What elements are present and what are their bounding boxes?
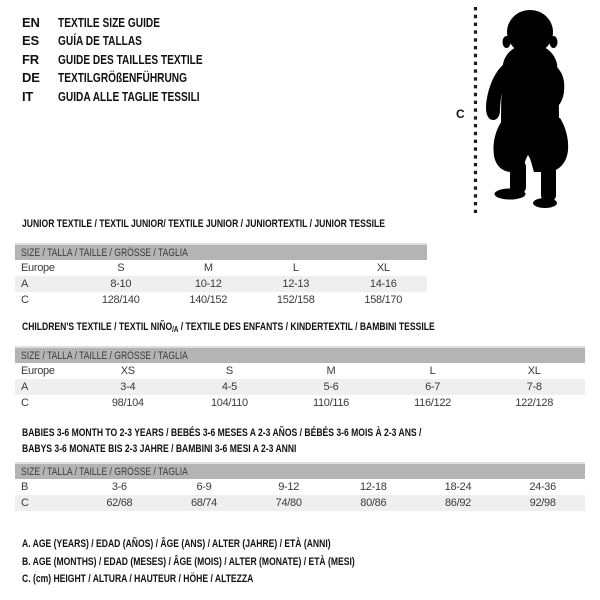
babies-size-table (15, 462, 585, 511)
size-value: 86/92 (416, 495, 501, 511)
note-height-cm: C. (cm) HEIGHT / ALTURA / HAUTEUR / HÖHE / ALTEZZA (22, 573, 254, 585)
row-label: C (21, 397, 29, 409)
height-dashed-line-icon (473, 7, 478, 213)
language-code: FR (22, 51, 39, 67)
size-header-row (15, 244, 427, 260)
row-label: C (21, 294, 29, 306)
height-figure (450, 5, 595, 217)
size-value: 128/140 (101, 294, 140, 306)
childrens-textile-section (15, 320, 585, 411)
size-value: 3-6 (111, 481, 127, 493)
size-value: 12-13 (252, 276, 340, 292)
childrens-size-table (15, 346, 585, 411)
size-value: 116/122 (414, 397, 451, 409)
row-label: C (15, 495, 77, 511)
babies-table-title-line2: BABYS 3-6 MONATE BIS 2-3 JAHRE / BAMBINI 3-6 MESI A 2-3 ANNI (22, 442, 297, 455)
size-value: 110/116 (312, 397, 349, 409)
language-code: IT (22, 88, 34, 104)
language-row-fr (22, 50, 243, 69)
row-label: A (15, 276, 77, 292)
language-row-it (22, 87, 243, 106)
language-code: DE (22, 70, 40, 86)
size-value: 3-4 (77, 379, 179, 395)
size-value: 122/128 (515, 397, 554, 409)
language-code: EN (22, 14, 40, 30)
table-row (15, 495, 585, 511)
size-value: 12-18 (359, 481, 387, 493)
toddler-silhouette-icon (484, 8, 584, 210)
size-value: L (429, 365, 436, 377)
language-list (22, 13, 243, 106)
language-row-es (22, 32, 243, 51)
size-value: 7-8 (483, 379, 585, 395)
height-measure-label: C (456, 107, 465, 121)
size-header-label: SIZE / TALLA / TAILLE / GRÖSSE / TAGLIA (21, 465, 188, 478)
table-row (15, 363, 585, 379)
table-row (15, 395, 585, 411)
size-value: M (203, 262, 213, 274)
size-value: XL (527, 365, 541, 377)
size-value: 4-5 (179, 379, 281, 395)
size-value: 92/98 (500, 495, 585, 511)
size-value: 98/104 (111, 397, 144, 409)
table-row (15, 276, 427, 292)
table-row (15, 379, 585, 395)
size-value: 24-36 (529, 481, 556, 493)
row-label: B (21, 481, 29, 493)
size-header-row (15, 463, 585, 479)
size-value: 158/170 (364, 294, 403, 306)
language-code: ES (22, 33, 39, 49)
size-value: 104/110 (210, 397, 248, 409)
language-label: GUIDA ALLE TAGLIE TESSILI (58, 88, 200, 104)
language-label: GUÍA DE TALLAS (58, 33, 142, 49)
note-age-years: A. AGE (YEARS) / EDAD (AÑOS) / ÂGE (ANS) / ALTER (JAHRE) / ETÀ (ANNI) (22, 538, 331, 550)
size-value: 6-9 (196, 481, 212, 493)
size-value: 5-6 (280, 379, 382, 395)
size-value: XS (120, 365, 135, 377)
size-value: S (225, 365, 233, 377)
row-label: A (15, 379, 77, 395)
size-value: 140/152 (189, 294, 228, 306)
junior-size-table (15, 243, 427, 308)
size-value: 68/74 (162, 495, 247, 511)
size-value: 74/80 (246, 495, 331, 511)
language-label: GUIDE DES TAILLES TEXTILE (58, 51, 203, 67)
table-row (15, 479, 585, 495)
size-value: 62/68 (77, 495, 162, 511)
childrens-table-title: CHILDREN'S TEXTILE / TEXTIL NIÑO/A / TEXTILE DES ENFANTS / KINDERTEXTIL / BAMBINI TESSILE (22, 321, 435, 334)
language-label: TEXTILE SIZE GUIDE (58, 14, 160, 30)
table-row (15, 292, 427, 308)
junior-textile-section (15, 217, 427, 308)
legend-notes (22, 536, 449, 589)
language-label: TEXTILGRÖßENFÜHRUNG (58, 70, 188, 86)
babies-textile-section (15, 426, 585, 511)
note-age-months: B. AGE (MONTHS) / EDAD (MESES) / ÂGE (MOIS) / ALTER (MONATE) / ETÀ (MESI) (22, 555, 355, 568)
size-value: 152/158 (276, 294, 315, 306)
size-value: 9-12 (278, 481, 300, 493)
size-header-row (15, 347, 585, 363)
size-value: L (292, 262, 299, 274)
language-row-de (22, 69, 243, 88)
row-label: Europe (21, 262, 55, 274)
size-value: 14-16 (340, 276, 428, 292)
size-header-label: SIZE / TALLA / TAILLE / GRÖSSE / TAGLIA (21, 349, 188, 362)
language-row-en (22, 13, 243, 32)
babies-table-title-line1: BABIES 3-6 MONTH TO 2-3 YEARS / BEBÉS 3-6 MESES A 2-3 AÑOS / BÉBÉS 3-6 MOIS À 2-3 ANS / (22, 427, 422, 439)
size-value: 10-12 (165, 276, 253, 292)
size-value: M (326, 365, 336, 377)
size-value: 18-24 (444, 481, 472, 493)
row-label: Europe (21, 365, 55, 377)
junior-table-title: JUNIOR TEXTILE / TEXTIL JUNIOR/ TEXTILE JUNIOR / JUNIORTEXTIL / JUNIOR TESSILE (22, 218, 385, 230)
size-value: 8-10 (77, 276, 165, 292)
size-value: XL (376, 262, 390, 274)
size-value: S (117, 262, 125, 274)
table-row (15, 260, 427, 276)
size-value: 6-7 (382, 379, 484, 395)
size-header-label: SIZE / TALLA / TAILLE / GRÖSSE / TAGLIA (21, 246, 188, 259)
size-value: 80/86 (331, 495, 416, 511)
